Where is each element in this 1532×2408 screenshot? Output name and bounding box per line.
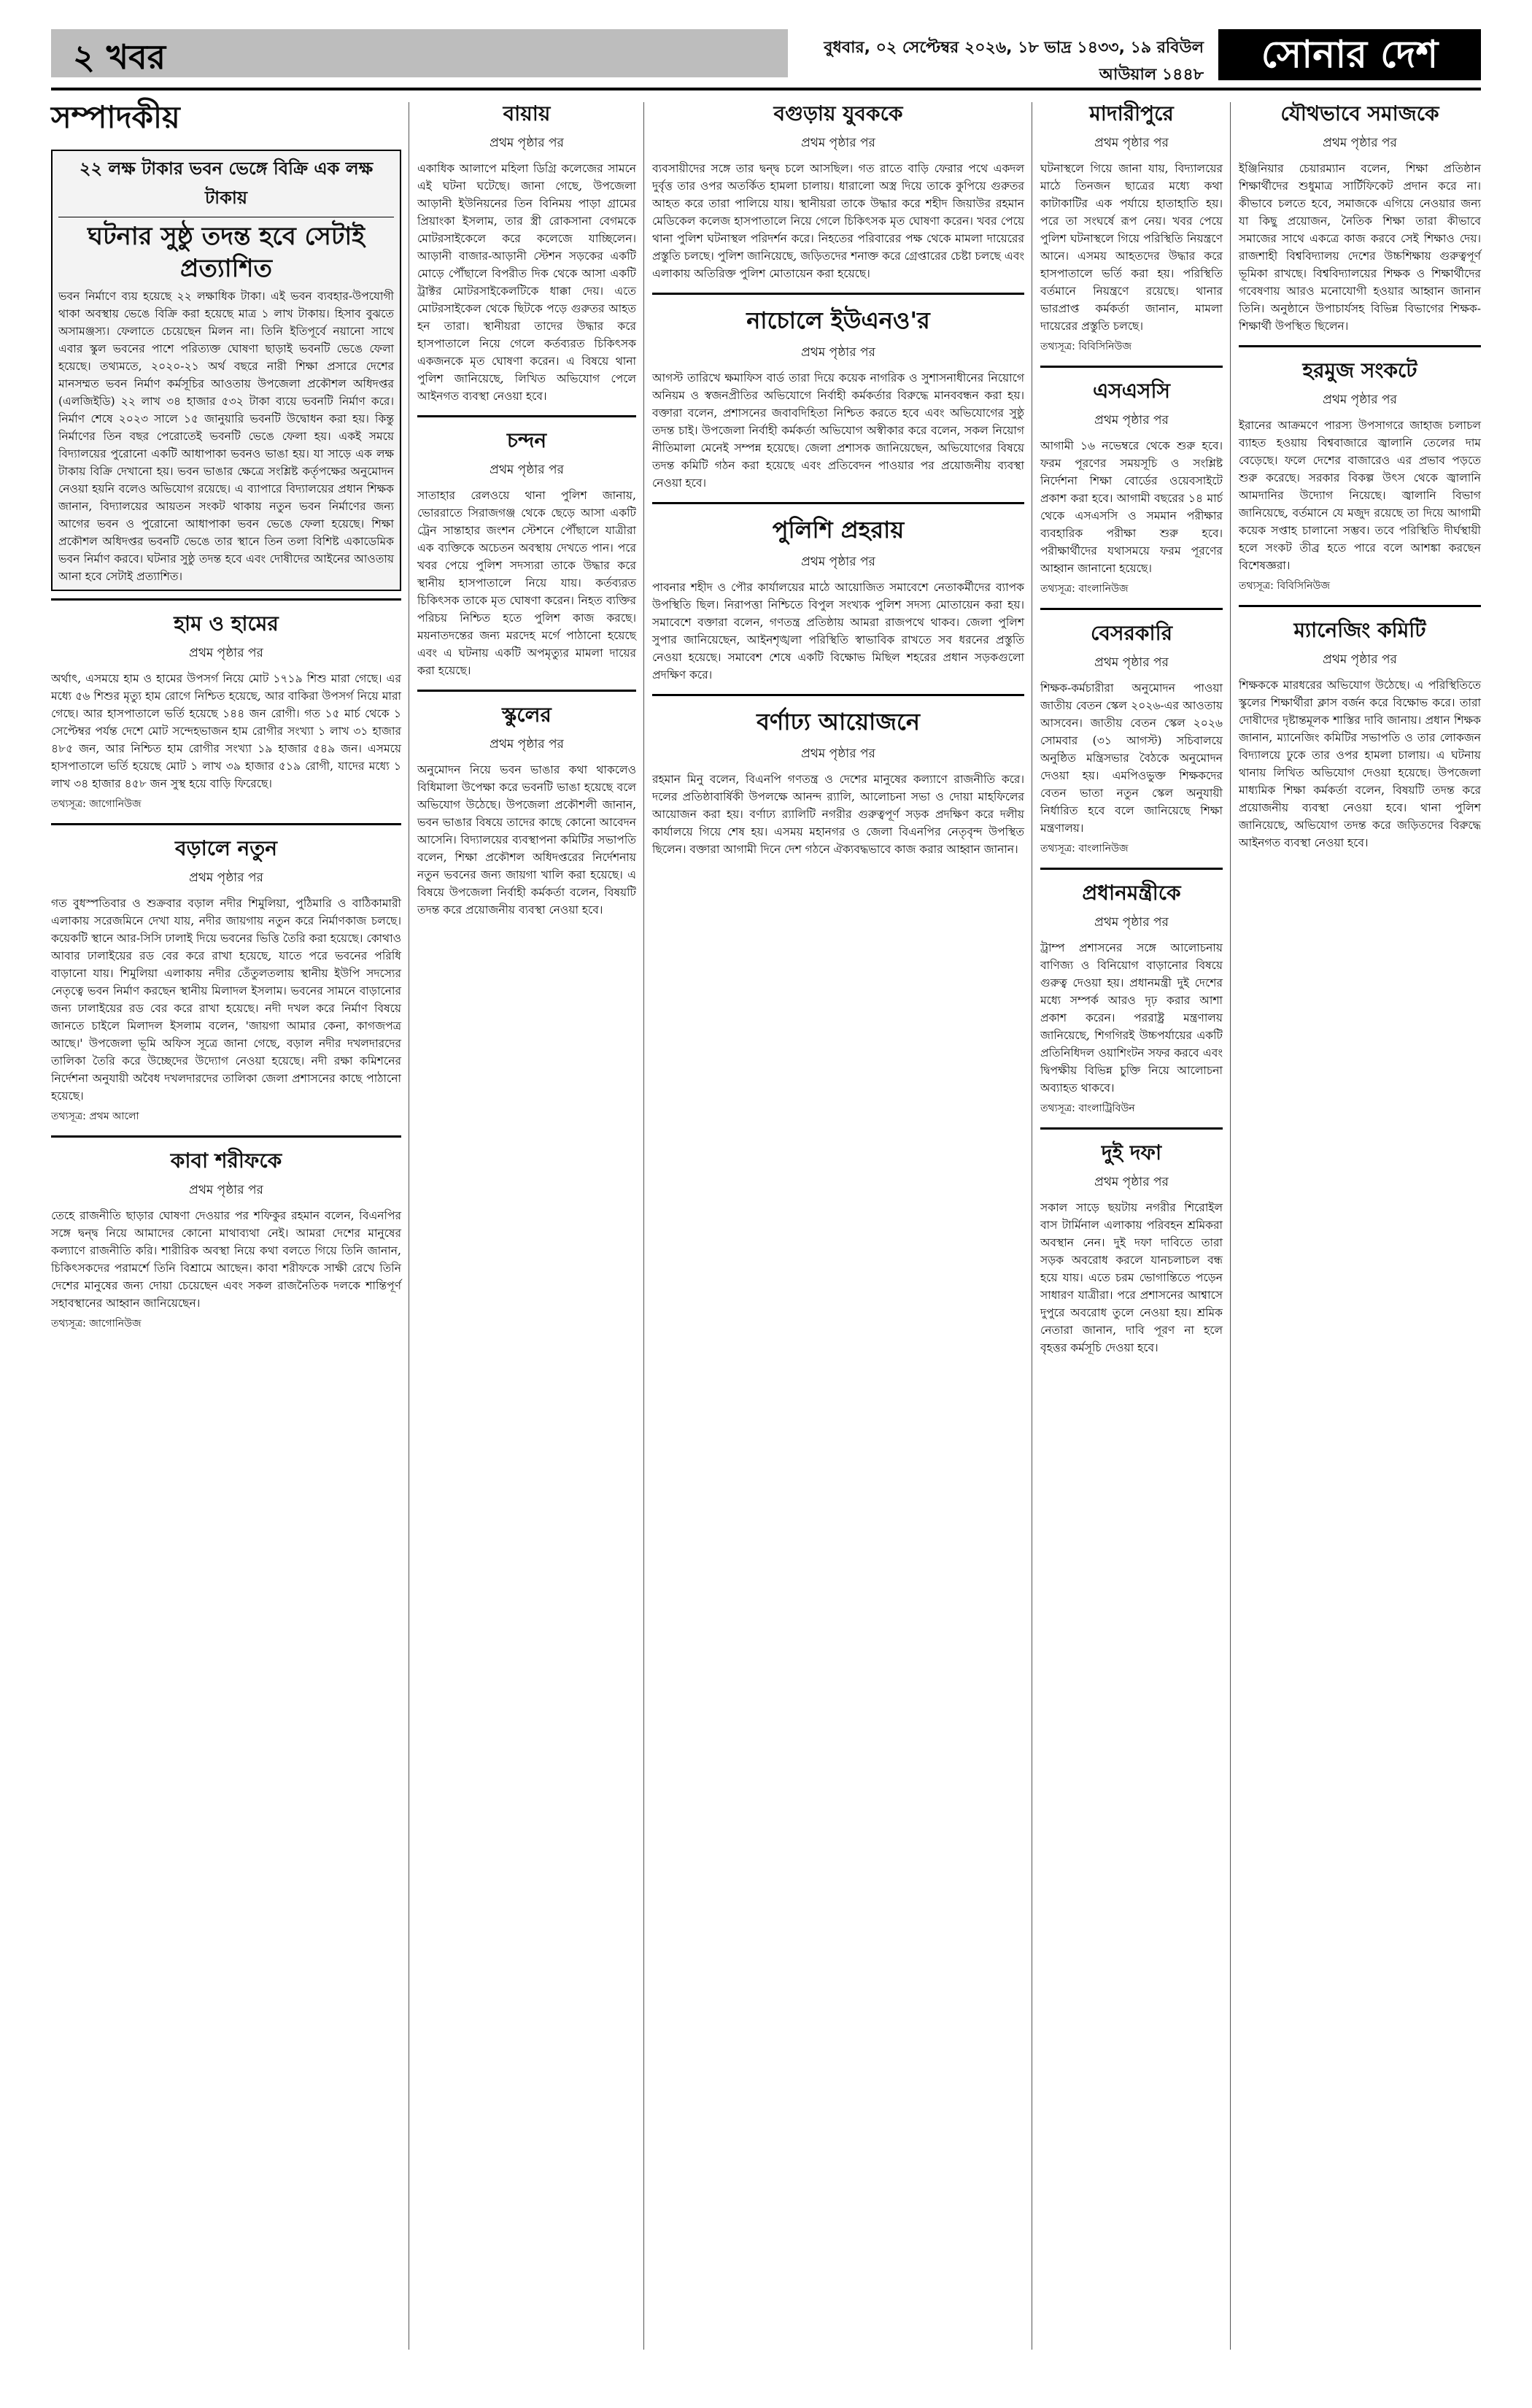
story-credit: তথ্যসূত্র: বাংলানিউজ bbox=[1040, 843, 1129, 854]
story-credit: তথ্যসূত্র: বিবিসিনিউজ bbox=[1040, 341, 1131, 352]
story-twopoints bbox=[1040, 1137, 1223, 1357]
story-body: সাতাহার রেলওয়ে থানা পুলিশ জানায়, ভোররাতে সিরাজগঞ্জ থেকে ছেড়ে আসা একটি ট্রেন সান্তাহার জংশন স্টেশনে পৌঁছালে যাত্রীরা এক ব্যক্তিকে অচেতন অবস্থায় দেখতে পান। পরে খবর পেয়ে পুলিশ সদস্যরা তাকে উদ্ধার করে স্থানীয় হাসপাতালে নিয়ে যায়। কর্তব্যরত চিকিৎসক তাকে মৃত ঘোষণা করেন। নিহত ব্যক্তির পরিচয় নিশ্চিত হতে পুলিশ কাজ করছে। ময়নাতদন্তের জন্য মরদেহ মর্গে পাঠানো হয়েছে এবং এ ঘটনায় একটি অপমৃত্যুর মামলা দায়ের করা হয়েছে। bbox=[417, 489, 636, 677]
story-jointly bbox=[1239, 98, 1481, 335]
story-school bbox=[417, 699, 636, 919]
story-body: ইঞ্জিনিয়ার চেয়ারম্যান বলেন, শিক্ষা প্রতিষ্ঠান শিক্ষার্থীদের শুধুমাত্র সার্টিফিকেট প্রদান করে না। কীভাবে চলতে হবে, সমাজকে এগিয়ে নেওয়ার জন্য যা কিছু প্রয়োজন, নৈতিক শিক্ষা তারা কীভাবে সমাজের সাথে একত্রে কাজ করবে সেই শিক্ষাও দেয়। রাজশাহী বিশ্ববিদ্যালয় দেশের উচ্চশিক্ষায় গুরুত্বপূর্ণ ভূমিকা রাখছে। বিশ্ববিদ্যালয়ের শিক্ষক ও শিক্ষার্থীদের গবেষণায় আরও মনোযোগী হওয়ার আহ্বান জানান তিনি। অনুষ্ঠানে উপাচার্যসহ বিভিন্ন বিভাগের শিক্ষক-শিক্ষার্থী উপস্থিত ছিলেন। bbox=[1239, 162, 1481, 333]
continued-from-label: প্রথম পৃষ্ঠার পর bbox=[801, 746, 875, 761]
story-pm bbox=[1040, 877, 1223, 1117]
continued-from-label: প্রথম পৃষ্ঠার পর bbox=[189, 871, 263, 885]
story-headline: দুই দফা bbox=[1101, 1141, 1162, 1165]
story-headline: চন্দন bbox=[506, 428, 547, 452]
editorial-headline: ঘটনার সুষ্ঠু তদন্ত হবে সেটাই প্রত্যাশিত bbox=[88, 222, 365, 283]
editorial-kicker: ২২ লক্ষ টাকার ভবন ভেঙ্গে বিক্রি এক লক্ষ টাকায় bbox=[58, 155, 394, 217]
story-headline: বায়ায় bbox=[503, 101, 551, 126]
continued-from-label: প্রথম পৃষ্ঠার পর bbox=[490, 737, 564, 752]
story-headline: বর্ণাঢ্য আয়োজনে bbox=[757, 708, 920, 736]
continued-from-label: প্রথম পৃষ্ঠার পর bbox=[490, 136, 564, 150]
continued-from-label: প্রথম পৃষ্ঠার পর bbox=[801, 136, 875, 150]
story-body: ট্রাম্প প্রশাসনের সঙ্গে আলোচনায় বাণিজ্য ও বিনিয়োগ বাড়ানোর বিষয়ে গুরুত্ব দেওয়া হয়। প্রধানমন্ত্রী দুই দেশের মধ্যে সম্পর্ক আরও দৃঢ় করার আশা প্রকাশ করেন। পররাষ্ট্র মন্ত্রণালয় জানিয়েছে, শিগগিরই উচ্চপর্যায়ের একটি প্রতিনিধিদল ওয়াশিংটন সফর করবে এবং দ্বিপক্ষীয় বিভিন্ন চুক্তি নিয়ে আলোচনা অব্যাহত থাকবে। bbox=[1040, 941, 1223, 1095]
story-madari bbox=[1040, 98, 1223, 355]
story-hamhamer bbox=[51, 608, 401, 813]
editorial-section-title: সম্পাদকীয় bbox=[51, 99, 180, 135]
story-body: ব্যবসায়ীদের সঙ্গে তার দ্বন্দ্ব চলে আসছিল। গত রাতে বাড়ি ফেরার পথে একদল দুর্বৃত্ত তার ওপর অতর্কিত হামলা চালায়। ধারালো অস্ত্র দিয়ে তাকে কুপিয়ে গুরুতর আহত করে তারা পালিয়ে যায়। স্থানীয়রা তাকে উদ্ধার করে শহীদ জিয়াউর রহমান মেডিকেল কলেজ হাসপাতালে নিয়ে গেলে চিকিৎসক মৃত ঘোষণা করেন। খবর পেয়ে থানা পুলিশ ঘটনাস্থল পরিদর্শন করে। নিহতের পরিবারের পক্ষ থেকে মামলা দায়েরের প্রস্তুতি চলছে। পুলিশ জানিয়েছে, জড়িতদের শনাক্ত করে গ্রেপ্তারের চেষ্টা চলছে এবং এলাকায় অতিরিক্ত পুলিশ মোতায়েন করা হয়েছে। bbox=[652, 162, 1024, 280]
story-bayu bbox=[417, 98, 636, 405]
story-headline: ম্যানেজিং কমিটি bbox=[1293, 618, 1426, 642]
story-credit: তথ্যসূত্র: প্রথম আলো bbox=[51, 1111, 139, 1122]
story-credit: তথ্যসূত্র: জাগোনিউজ bbox=[51, 1318, 142, 1330]
story-credit: তথ্যসূত্র: বাংলানিউজ bbox=[1040, 583, 1129, 595]
page-label: ২ খবর bbox=[73, 37, 166, 77]
continued-from-label: প্রথম পৃষ্ঠার পর bbox=[1323, 136, 1397, 150]
page-label-bar bbox=[51, 29, 788, 77]
editorial-box bbox=[51, 150, 401, 591]
story-headline: এসএসসি bbox=[1092, 379, 1171, 403]
continued-from-label: প্রথম পৃষ্ঠার পর bbox=[801, 345, 875, 360]
divider bbox=[51, 1135, 401, 1138]
column-5 bbox=[1239, 93, 1481, 862]
story-headline: যৌথভাবে সমাজকে bbox=[1280, 101, 1439, 126]
story-headline: পুলিশি প্রহরায় bbox=[772, 516, 905, 544]
divider bbox=[1040, 1127, 1223, 1130]
divider bbox=[1040, 608, 1223, 610]
story-body: রহমান মিনু বলেন, বিএনপি গণতন্ত্র ও দেশের মানুষের কল্যাণে রাজনীতি করে। দলের প্রতিষ্ঠাবার্ষিকী উপলক্ষে আনন্দ র‍্যালি, আলোচনা সভা ও দোয়া মাহফিলের আয়োজন করা হয়। বর্ণাঢ্য র‍্যালিটি নগরীর গুরুত্বপূর্ণ সড়ক প্রদক্ষিণ করে দলীয় কার্যালয়ে গিয়ে শেষ হয়। এসময় মহানগর ও জেলা বিএনপির নেতৃবৃন্দ উপস্থিত ছিলেন। বক্তারা আগামী দিনে দেশ গঠনে ঐক্যবদ্ধভাবে কাজ করার আহ্বান জানান। bbox=[652, 773, 1024, 856]
story-headline: হরমুজ সংকটে bbox=[1302, 358, 1417, 382]
story-headline: হাম ও হামের bbox=[174, 611, 279, 636]
continued-from-label: প্রথম পৃষ্ঠার পর bbox=[1094, 136, 1169, 150]
continued-from-label: প্রথম পৃষ্ঠার পর bbox=[801, 555, 875, 569]
divider bbox=[417, 415, 636, 417]
story-body: একাধিক আলাপে মহিলা ডিগ্রি কলেজের সামনে এই ঘটনা ঘটেছে। জানা গেছে, উপজেলা আড়ানী ইউনিয়নের তিন বিনিময় পাড়া গ্রামের প্রিয়াংকা ইসলাম, তার স্ত্রী রোকসানা বেগমকে মোটরসাইকেলে করে কলেজে যাচ্ছিলেন। আড়ানী বাজার-আড়ানী স্টেশন সড়কের একটি মোড়ে পৌঁছালে বিপরীত দিক থেকে আসা একটি ট্রাক্টর মোটরসাইকেলটিকে ধাক্কা দেয়। এতে মোটরসাইকেল থেকে ছিটকে পড়ে গুরুতর আহত হন তারা। স্থানীয়রা তাদের উদ্ধার করে হাসপাতালে নিয়ে গেলে কর্তব্যরত চিকিৎসক একজনকে মৃত ঘোষণা করেন। এ বিষয়ে থানা পুলিশ জানিয়েছে, লিখিত অভিযোগ পেলে আইনগত ব্যবস্থা নেওয়া হবে। bbox=[417, 162, 636, 403]
story-kaba bbox=[51, 1145, 401, 1332]
story-body: ইরানের আক্রমণে পারস্য উপসাগরে জাহাজ চলাচল ব্যাহত হওয়ায় বিশ্ববাজারে জ্বালানি তেলের দাম বেড়েছে। ফলে দেশের বাজারেও এর প্রভাব পড়তে শুরু করেছে। সরকার বিকল্প উৎস থেকে জ্বালানি আমদানির উদ্যোগ নিয়েছে। জ্বালানি বিভাগ জানিয়েছে, বর্তমানে যে মজুদ রয়েছে তা দিয়ে আগামী কয়েক সপ্তাহ চালানো সম্ভব। তবে পরিস্থিতি দীর্ঘস্থায়ী হলে সংকট তীব্র হতে পারে বলে আশঙ্কা করছেন বিশেষজ্ঞরা। bbox=[1239, 419, 1481, 572]
divider bbox=[51, 823, 401, 825]
story-body: গত বুধস্পতিবার ও শুক্রবার বড়াল নদীর শিমুলিয়া, পুঠিমারি ও বাঠিকামারী এলাকায় সরেজমিনে দেখা যায়, নদীর জায়গায় নতুন করে নির্মাণকাজ চলছে। কয়েকটি স্থানে আর-সিসি ঢালাই দিয়ে ভবনের ভিত্তি তৈরি করা হয়েছে। কোথাও আবার ঢালাইয়ের রড বের করে রাখা হয়েছে, যাতে পরে ভবনের পরিধি বাড়ানো যায়। শিমুলিয়া এলাকায় নদীর তেঁতুলতলায় স্থানীয় ইউপি সদস্যের নেতৃত্বে ভবন নির্মাণ করছেন স্থানীয় মিলাদল ইসলাম। ভবনের সামনে বাড়ানোর জন্য ঢালাইয়ের রড বের করে রাখা হয়েছে। নদী দখল করে নির্মাণ বিষয়ে জানতে চাইলে মিলাদল ইসলাম বলেন, 'জায়গা আমার কেনা, কাগজপত্র আছে।' উপজেলা ভূমি অফিস সূত্রে জানা গেছে, বড়াল নদীর দখলদারদের তালিকা তৈরি করে উচ্ছেদের উদ্যোগ নেওয়া হয়েছে। নদী রক্ষা কমিশনের নির্দেশনা অনুযায়ী অবৈধ দখলদারদের তালিকা জেলা প্রশাসনের কাছে পাঠানো হয়েছে। bbox=[51, 897, 401, 1103]
story-chanto bbox=[417, 425, 636, 679]
continued-from-label: প্রথম পৃষ্ঠার পর bbox=[1094, 1175, 1169, 1189]
continued-from-label: প্রথম পৃষ্ঠার পর bbox=[1094, 413, 1169, 428]
story-body: পাবনার শহীদ ও পৌর কার্যালয়ের মাঠে আয়োজিত সমাবেশে নেতাকর্মীদের ব্যাপক উপস্থিতি ছিল। নিরাপত্তা নিশ্চিতে বিপুল সংখ্যক পুলিশ সদস্য মোতায়েন করা হয়। সমাবেশে বক্তারা বলেন, গণতন্ত্র প্রতিষ্ঠায় আমরা রাজপথে থাকব। জেলা পুলিশ সুপার জানিয়েছেন, আইনশৃঙ্খলা পরিস্থিতি স্বাভাবিক রাখতে সব ধরনের প্রস্তুতি নেওয়া হয়েছে। সমাবেশ শেষে একটি বিক্ষোভ মিছিল শহরের প্রধান সড়কগুলো প্রদক্ষিণ করে। bbox=[652, 581, 1024, 682]
story-body: আগস্ট তারিখে ক্ষমাফিস বার্ড তারা দিয়ে কয়েক নাগরিক ও সুশাসনাধীনের নিয়োগে অনিয়ম ও স্বজনপ্রীতির অভিযোগে নির্বাহী কর্মকর্তার বিরুদ্ধে মানববন্ধন করা হয়। বক্তারা বলেন, প্রশাসনের জবাবদিহিতা নিশ্চিত করতে হবে এবং অভিযোগের সুষ্ঠু তদন্ত চাই। উপজেলা নির্বাহী কর্মকর্তা অভিযোগ অস্বীকার করে বলেন, সকল নিয়োগ নীতিমালা মেনেই সম্পন্ন হয়েছে। জেলা প্রশাসক জানিয়েছেন, অভিযোগের বিষয়ে তদন্ত কমিটি গঠন করা হয়েছে এবং প্রতিবেদন পাওয়ার পর প্রয়োজনীয় ব্যবস্থা নেওয়া হবে। bbox=[652, 371, 1024, 490]
continued-from-label: প্রথম পৃষ্ঠার পর bbox=[189, 1183, 263, 1197]
story-headline: বগুড়ায় যুবককে bbox=[773, 101, 903, 126]
story-credit: তথ্যসূত্র: বিবিসিনিউজ bbox=[1239, 580, 1330, 592]
story-biral bbox=[51, 833, 401, 1125]
divider bbox=[652, 502, 1024, 504]
newspaper-brand-logo: সোনার দেশ bbox=[1218, 29, 1481, 80]
story-body: তেহে রাজনীতি ছাড়ার ঘোষণা দেওয়ার পর শফিকুর রহমান বলেন, বিএনপির সঙ্গে দ্বন্দ্ব নিয়ে আমাদের কোনো মাথাব্যথা নেই। আমরা দেশের মানুষের কল্যাণে রাজনীতি করি। শারীরিক অবস্থা নিয়ে কথা বলতে গিয়ে তিনি জানান, চিকিৎসকদের পরামর্শে তিনি বিশ্রামে আছেন। কাবা শরীফকে সাক্ষী রেখে তিনি দেশের মানুষের জন্য দোয়া চেয়েছেন এবং সকল রাজনৈতিক দলকে শান্তিপূর্ণ সহাবস্থানের আহ্বান জানিয়েছেন। bbox=[51, 1209, 401, 1310]
column-4 bbox=[1040, 93, 1223, 1367]
story-body: ঘটনাস্থলে গিয়ে জানা যায়, বিদ্যালয়ের মাঠে তিনজন ছাত্রের মধ্যে কথা কাটাকাটির এক পর্যায়ে হাতাহাতি হয়। পরে তা সংঘর্ষে রূপ নেয়। খবর পেয়ে পুলিশ ঘটনাস্থলে গিয়ে পরিস্থিতি নিয়ন্ত্রণে আনে। এসময় আহতদের উদ্ধার করে হাসপাতালে ভর্তি করা হয়। পরিস্থিতি বর্তমানে নিয়ন্ত্রণে রয়েছে। থানার ভারপ্রাপ্ত কর্মকর্তা জানান, মামলা দায়েরের প্রস্তুতি চলছে। bbox=[1040, 162, 1223, 333]
continued-from-label: প্রথম পৃষ্ঠার পর bbox=[1094, 655, 1169, 670]
story-body: অনুমোদন নিয়ে ভবন ভাঙার কথা থাকলেও বিধিমালা উপেক্ষা করে ভবনটি ভাঙা হয়েছে বলে অভিযোগ উঠেছে। উপজেলা প্রকৌশলী জানান, ভবন ভাঙার বিষয়ে তাদের কাছে কোনো আবেদন আসেনি। বিদ্যালয়ের ব্যবস্থাপনা কমিটির সভাপতি বলেন, শিক্ষা প্রকৌশল অধিদপ্তরের নির্দেশনায় নতুন ভবনের জন্য জায়গা খালি করা হয়েছে। এ বিষয়ে উপজেলা নির্বাহী কর্মকর্তা বলেন, বিষয়টি তদন্ত করে প্রয়োজনীয় ব্যবস্থা নেওয়া হবে। bbox=[417, 763, 636, 916]
header-rule bbox=[51, 88, 1481, 90]
column-2 bbox=[417, 93, 636, 929]
editorial-body: ভবন নির্মাণে ব্যয় হয়েছে ২২ লক্ষাধিক টাকা। এই ভবন ব্যবহার-উপযোগী থাকা অবস্থায় ভেঙে বিক্রি করা হয়েছে মাত্র ১ লাখ টাকায়। হিসাব বুঝতে অসামঞ্জস্য। ফেলাতে চেয়েছেন মিলন না। তিনি ইতিপূর্বে নয়ানো সাথে এবার স্কুল ভবনের পাশে পরিত্যক্ত ঘোষণা ছাড়াই ভবনটি ভেঙে ফেলা হয়েছে। তথ্যমতে, ২০২০-২১ অর্থ বছরে নারী শিক্ষা প্রসারে দেশের মানসম্মত ভবন নির্মাণ কর্মসূচির আওতায় উপজেলা প্রকৌশল অধিদপ্তর (এলজিইডি) ২২ লাখ ৩৪ হাজার ৫৩২ টাকা ব্যয়ে ভবনটি নির্মাণ করে। নির্মাণ শেষে ২০২৩ সালে ১৫ জানুয়ারি ভবনটি উদ্বোধন করা হয়। কিন্তু নির্মাণের তিন বছর পেরোতেই ভবনটি ভেঙে ফেলা হয়। একই সময়ে বিদ্যালয়ের পুরোনো একটি আধাপাকা ভবনও ভাঙা হয়। যা সাড়ে এক লক্ষ টাকায় বিক্রি দেখানো হয়। ভবন ভাঙার ক্ষেত্রে সংশ্লিষ্ট কর্তৃপক্ষের অনুমোদন নেওয়া হয়নি বলেও অভিযোগ রয়েছে। এ ব্যাপারে বিদ্যালয়ের প্রধান শিক্ষক জানান, বিদ্যালয়ের আয়তন সংকট থাকায় নতুন ভবন নির্মাণের জন্য আগের ভবন ও পুরোনো আধাপাকা ভবন ভেঙে ফেলা হয়েছে। শিক্ষা প্রকৌশল অধিদপ্তর ভবনটি ভেঙে তার স্থানে তিন তলা বিশিষ্ট একাডেমিক ভবন নির্মাণ করবে। ঘটনার সুষ্ঠু তদন্ত হবে এবং দোষীদের আইনের আওতায় আনা হবে সেটাই প্রত্যাশিত। bbox=[58, 290, 394, 583]
story-headline: স্কুলের bbox=[502, 703, 552, 727]
story-body: আগামী ১৬ নভেম্বরে থেকে শুরু হবে। ফরম পূরণের সময়সূচি ও সংশ্লিষ্ট নির্দেশনা শিক্ষা বোর্ডের ওয়েবসাইটে প্রকাশ করা হবে। আগামী বছরের ১৪ মার্চ থেকে এসএসসি ও সমমান পরীক্ষার ব্যবহারিক পরীক্ষা শুরু হবে। পরীক্ষার্থীদের যথাসময়ে ফরম পূরণের আহ্বান জানানো হয়েছে। bbox=[1040, 439, 1223, 575]
divider bbox=[1040, 366, 1223, 368]
continued-from-label: প্রথম পৃষ্ঠার পর bbox=[189, 646, 263, 660]
continued-from-label: প্রথম পৃষ্ঠার পর bbox=[1323, 393, 1397, 407]
story-nachole bbox=[652, 302, 1024, 492]
story-ssc bbox=[1040, 375, 1223, 598]
column-rule bbox=[1230, 102, 1231, 2350]
divider bbox=[652, 694, 1024, 696]
story-credit: তথ্যসূত্র: বাংলাট্রিবিউন bbox=[1040, 1103, 1135, 1114]
story-headline: কাবা শরীফকে bbox=[170, 1149, 282, 1173]
continued-from-label: প্রথম পৃষ্ঠার পর bbox=[1094, 915, 1169, 930]
story-body: অর্থাৎ, এসময়ে হাম ও হামের উপসর্গ নিয়ে মোট ১৭১৯ শিশু মারা গেছে। এর মধ্যে ৫৬ শিশুর মৃত্যু হাম রোগে নিশ্চিত হয়েছে, আর বাকিরা উপসর্গ নিয়ে মারা গেছে। আর হাসপাতালে ভর্তি হয়েছে ১৪৪ জন রোগী। গত ১৫ মার্চ থেকে ১ সেপ্টেম্বর পর্যন্ত দেশে মোট সন্দেহভাজন হাম রোগীর সংখ্যা ১ লাখ ৩১ হাজার ৪৮৫ জন, আর নিশ্চিত হাম রোগীর সংখ্যা ১৯ হাজার ৫৪৯ জন। এসময়ে হাসপাতালে ভর্তি হয়েছে মোট ১ লাখ ৩৯ হাজার ৫১৯ রোগী, যাদের মধ্যে ১ লাখ ৩৪ হাজার ৪৫৮ জন সুস্থ হয়ে বাড়ি ফিরেছে। bbox=[51, 672, 401, 790]
story-headline: নাচোলে ইউএনও'র bbox=[746, 306, 930, 334]
story-body: শিক্ষককে মারধরের অভিযোগ উঠেছে। এ পরিস্থিতিতে স্কুলের শিক্ষার্থীরা ক্লাস বর্জন করে বিক্ষোভ করে। তারা দোষীদের দৃষ্টান্তমূলক শাস্তির দাবি জানায়। প্রধান শিক্ষক জানান, ম্যানেজিং কমিটির সভাপতি ও তার লোকজন বিদ্যালয়ে ঢুকে তার ওপর হামলা চালায়। এ ঘটনায় থানায় লিখিত অভিযোগ দেওয়া হয়েছে। উপজেলা মাধ্যমিক শিক্ষা কর্মকর্তা বলেন, বিষয়টি তদন্ত করে প্রয়োজনীয় ব্যবস্থা নেওয়া হবে। থানা পুলিশ জানিয়েছে, অভিযোগ তদন্ত করে জড়িতদের বিরুদ্ধে আইনগত ব্যবস্থা নেওয়া হবে। bbox=[1239, 679, 1481, 849]
story-body: সকাল সাড়ে ছয়টায় নগরীর শিরোইল বাস টার্মিনাল এলাকায় পরিবহন শ্রমিকরা অবস্থান নেন। দুই দফা দাবিতে তারা সড়ক অবরোধ করলে যানচলাচল বন্ধ হয়ে যায়। এতে চরম ভোগান্তিতে পড়েন সাধারণ যাত্রীরা। পরে প্রশাসনের আশ্বাসে দুপুরে অবরোধ তুলে নেওয়া হয়। শ্রমিক নেতারা জানান, দাবি পূরণ না হলে বৃহত্তর কর্মসূচি দেওয়া হবে। bbox=[1040, 1201, 1223, 1354]
story-hormuz bbox=[1239, 355, 1481, 595]
masthead bbox=[51, 29, 1481, 86]
story-headline: মাদারীপুরে bbox=[1089, 101, 1174, 126]
story-youth bbox=[652, 98, 1024, 282]
story-headline: বেসরকারি bbox=[1091, 621, 1172, 645]
continued-from-label: প্রথম পৃষ্ঠার পর bbox=[1323, 652, 1397, 667]
story-colourful bbox=[652, 703, 1024, 858]
divider bbox=[1239, 345, 1481, 347]
story-body: শিক্ষক-কর্মচারীরা অনুমোদন পাওয়া জাতীয় বেতন স্কেল ২০২৬-এর আওতায় আসবেন। জাতীয় বেতন স্কেল ২০২৬ সোমবার (৩১ আগস্ট) সচিবালয়ে অনুষ্ঠিত মন্ত্রিসভার বৈঠকে অনুমোদন দেওয়া হয়। এমপিওভুক্ত শিক্ষকদের বেতন ভাতা নতুন স্কেল অনুযায়ী নির্ধারিত হবে বলে জানিয়েছে শিক্ষা মন্ত্রণালয়। bbox=[1040, 682, 1223, 835]
dateline: বুধবার, ০২ সেপ্টেম্বর ২০২৬, ১৮ ভাদ্র ১৪৩৩, ১৯ রবিউল আউয়াল ১৪৪৮ bbox=[824, 39, 1204, 84]
column-1 bbox=[51, 93, 401, 1343]
story-private bbox=[1040, 617, 1223, 857]
column-rule bbox=[643, 102, 644, 2350]
column-3 bbox=[652, 93, 1024, 868]
divider bbox=[652, 293, 1024, 295]
story-headline: প্রধানমন্ত্রীকে bbox=[1082, 881, 1181, 905]
divider bbox=[1040, 868, 1223, 870]
continued-from-label: প্রথম পৃষ্ঠার পর bbox=[490, 463, 564, 477]
story-police bbox=[652, 512, 1024, 684]
divider bbox=[417, 690, 636, 692]
divider bbox=[51, 598, 401, 601]
divider bbox=[1239, 605, 1481, 607]
story-credit: তথ্যসূত্র: জাগোনিউজ bbox=[51, 798, 142, 810]
story-managing bbox=[1239, 614, 1481, 852]
story-headline: বড়ালে নতুন bbox=[175, 836, 277, 860]
